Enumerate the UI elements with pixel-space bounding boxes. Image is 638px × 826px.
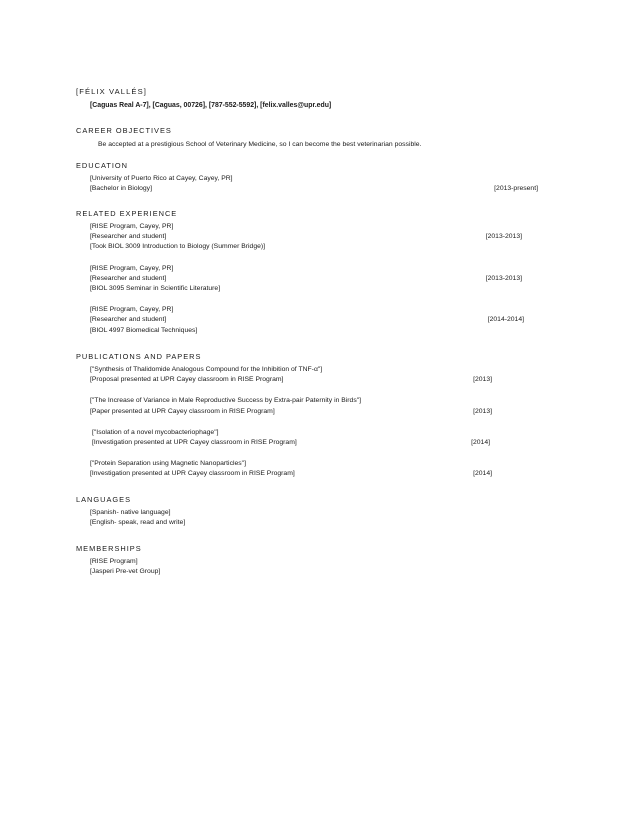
entry-date: [2013-present]: [494, 185, 538, 193]
entry-role: [Researcher and student]: [90, 316, 167, 324]
entry-organization: [RISE Program, Cayey, PR]: [90, 223, 174, 230]
entry-detail: [Took BIOL 3009 Introduction to Biology (Summer Bridge)]: [90, 243, 266, 251]
entry-date: [2014]: [471, 439, 490, 446]
entry-date: [2013-2013]: [485, 274, 522, 282]
entry-date: [2013]: [473, 376, 492, 384]
section-title: CAREER OBJECTIVES: [76, 126, 172, 135]
experience-entry: [90, 264, 536, 295]
membership-list: [90, 557, 536, 577]
section-title: RELATED EXPERIENCE: [76, 209, 178, 218]
language-list: [90, 508, 536, 528]
section-related-experience: [76, 209, 536, 336]
publication-venue: [Investigation presented at UPR Cayey classroom in RISE Program]: [90, 470, 295, 478]
experience-entry: [90, 305, 536, 336]
publication-title: ["Protein Separation using Magnetic Nanoparticles"]: [90, 460, 246, 468]
entry-institution: [University of Puerto Rico at Cayey, Cayey, PR]: [90, 175, 233, 182]
entry-organization: [RISE Program, Cayey, PR]: [90, 306, 174, 314]
section-publications: [76, 352, 536, 480]
publication-venue: [Proposal presented at UPR Cayey classroom in RISE Program]: [90, 376, 284, 384]
publication-entry: [90, 365, 536, 385]
section-memberships: [76, 544, 536, 577]
section-languages: [76, 495, 536, 528]
entry-date: [2013-2013]: [485, 233, 522, 241]
section-title: EDUCATION: [76, 161, 128, 170]
entry-role: [Researcher and student]: [90, 274, 167, 282]
publication-title: ["The Increase of Variance in Male Reproductive Success by Extra-pair Paternity in Birds"]: [90, 397, 362, 405]
entry-role: [Researcher and student]: [90, 233, 167, 241]
entry-organization: [RISE Program, Cayey, PR]: [90, 264, 174, 272]
section-title: MEMBERSHIPS: [76, 544, 142, 553]
applicant-name: [FÉLIX VALLÉS]: [76, 87, 147, 96]
objective-text: Be accepted at a prestigious School of Veterinary Medicine, so I can become the best veterinarian possible.: [98, 141, 422, 148]
entry-date: [2014]: [473, 470, 492, 478]
entry-detail: [BIOL 3095 Seminar in Scientific Literature]: [90, 285, 221, 293]
section-title: LANGUAGES: [76, 495, 132, 504]
publication-entry: [90, 459, 536, 479]
experience-entry: [90, 222, 536, 253]
entry-detail: [BIOL 4997 Biomedical Techniques]: [90, 326, 198, 334]
publication-entry: [90, 396, 536, 416]
membership-item: [Jasperi Pre-vet Group]: [90, 568, 161, 576]
language-item: [Spanish- native language]: [90, 509, 171, 516]
entry-date: [2013]: [473, 407, 492, 415]
section-title: PUBLICATIONS AND PAPERS: [76, 352, 202, 361]
membership-item: [RISE Program]: [90, 558, 138, 565]
entry-date: [2014-2014]: [487, 316, 524, 324]
section-education: [76, 161, 536, 194]
language-item: [English- speak, read and write]: [90, 519, 186, 527]
publication-title: ["Isolation of a novel mycobacteriophage"]: [92, 428, 219, 436]
publication-venue: [Paper presented at UPR Cayey classroom in RISE Program]: [90, 407, 275, 415]
publication-venue: [Investigation presented at UPR Cayey classroom in RISE Program]: [92, 439, 297, 447]
section-career-objectives: [76, 126, 536, 149]
education-entry: [90, 174, 536, 194]
contact-info: [Caguas Real A-7], [Caguas, 00726], [787-552-5592], [felix.valles@upr.edu]: [90, 102, 332, 109]
publication-title: ["Synthesis of Thalidomide Analogous Compound for the Inhibition of TNF-α"]: [90, 366, 323, 373]
entry-degree: [Bachelor in Biology]: [90, 185, 152, 193]
publication-entry: [92, 428, 536, 448]
